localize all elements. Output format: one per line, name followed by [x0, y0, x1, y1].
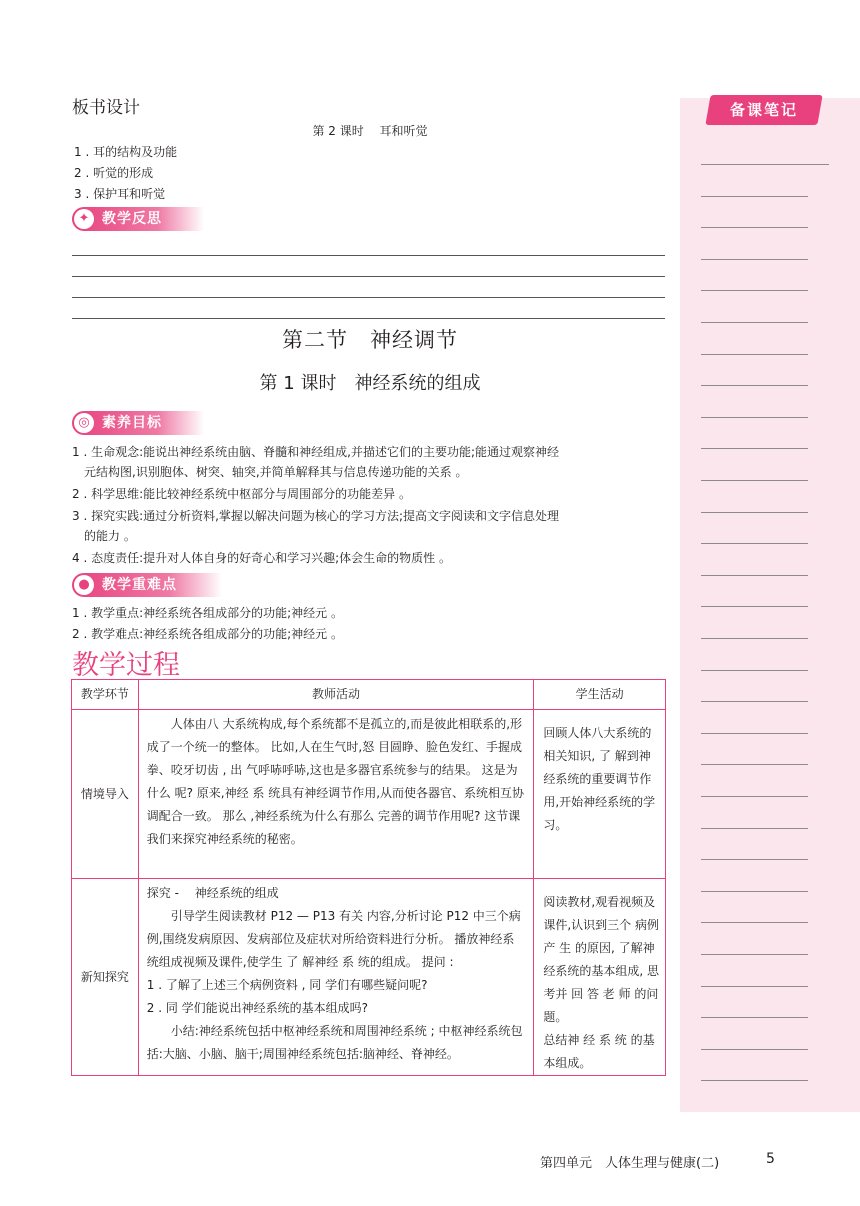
reflection-ribbon — [72, 207, 204, 231]
student-text: 总结神 经 系 统 的基本组成。 — [543, 1033, 655, 1070]
teacher-cell — [138, 710, 534, 879]
note-line — [701, 290, 808, 291]
keypoints-list — [72, 603, 667, 644]
note-line — [701, 764, 808, 765]
page-number: 5 — [766, 1151, 775, 1167]
note-line — [701, 322, 808, 323]
target-icon: ◎ — [74, 413, 94, 433]
table-row — [72, 879, 666, 1076]
board-item: 1 . 耳的结构及功能 — [74, 145, 178, 159]
note-line — [701, 480, 808, 481]
goals-label: 素养目标 — [102, 415, 162, 431]
keypoints-label: 教学重难点 — [102, 577, 177, 593]
keypoint-item: 1 . 教学重点:神经系统各组成部分的功能;神经元 。 — [72, 606, 343, 620]
keypoint-item: 2 . 教学难点:神经系统各组成部分的功能;神经元 。 — [72, 627, 343, 641]
stage-cell: 情境导入 — [72, 710, 139, 879]
board-design-heading: 板书设计 — [72, 98, 140, 118]
note-line — [701, 1049, 808, 1050]
note-line — [701, 954, 808, 955]
header-stage: 教学环节 — [72, 680, 139, 710]
note-line — [701, 638, 808, 639]
teacher-text: 引导学生阅读教材 P12 — P13 有关 内容,分析讨论 P12 中三个病例,围绕发病原因、发病部位及症状对所给资料进行分析。 播放神经系统组成视频及课件,使学生 了 解神经 系 统的组成。 提问 : — [146, 909, 521, 969]
student-text: 阅读教材,观看视频及课件,认识到三个 病例 产 生 的原因, 了解神经系统的基本组成, 思考并 回 答 老 师 的问题。 — [543, 895, 659, 1024]
board-design-subtitle: 第 2 课时 耳和听觉 — [312, 124, 428, 138]
student-cell — [534, 710, 666, 879]
note-line — [701, 448, 808, 449]
notes-badge — [705, 95, 822, 125]
note-line — [701, 733, 808, 734]
note-line — [701, 796, 808, 797]
note-line — [701, 701, 808, 702]
goals-ribbon — [72, 411, 204, 435]
student-cell — [534, 879, 666, 1076]
notes-label: 备课笔记 — [729, 101, 798, 119]
note-line — [701, 606, 808, 607]
note-line — [701, 859, 808, 860]
teacher-cell — [138, 879, 534, 1076]
goal-text: 1 . 生命观念:能说出神经系统由脑、脊髓和神经组成,并描述它们的主要功能;能通过观察神经 — [72, 445, 559, 459]
notes-column — [680, 98, 860, 1112]
note-line — [701, 259, 808, 260]
location-pin-icon: ● — [74, 575, 94, 595]
question-item: 2 . 同 学们能说出神经系统的基本组成吗? — [146, 1001, 369, 1015]
keypoints-ribbon — [72, 573, 222, 597]
student-text: 回顾人体八大系统的相关知识, 了 解到神经系统的重要调节作用,开始神经系统的学习。 — [543, 726, 656, 832]
note-line — [701, 164, 829, 165]
header-student: 学生活动 — [534, 680, 666, 710]
reflection-line — [72, 297, 665, 298]
note-line — [701, 512, 808, 513]
table-row — [72, 710, 666, 879]
process-table — [71, 679, 666, 1076]
table-header-row — [72, 680, 666, 710]
goal-text: 3 . 探究实践:通过分析资料,掌握以解决问题为核心的学习方法;提高文字阅读和文字信息处理 — [72, 509, 559, 523]
note-line — [701, 670, 808, 671]
goal-text-cont: 的能力 。 — [84, 529, 136, 543]
goal-item — [72, 484, 667, 504]
note-line — [701, 417, 808, 418]
footer-unit: 第四单元 人体生理与健康(二) — [540, 1156, 720, 1171]
goal-item — [72, 548, 667, 568]
lightbulb-icon: ✦ — [74, 209, 94, 229]
process-title: 教学过程 — [72, 650, 180, 681]
goal-text-cont: 元结构图,识别胞体、树突、轴突,并简单解释其与信息传递功能的关系 。 — [84, 465, 468, 479]
reflection-line — [72, 276, 665, 277]
board-item: 2 . 听觉的形成 — [74, 166, 154, 180]
note-line — [701, 1017, 808, 1018]
note-line — [701, 227, 808, 228]
teacher-text: 人体由八 大系统构成,每个系统都不是孤立的,而是彼此相联系的,形成了一个统一的整体。 比如,人在生气时,怒 目圆睁、脸色发红、手握成拳、咬牙切齿 , 出 气呼哧呼哧,这也是多器官系统参与的结果。 这是为什么 呢? 原来,神经 系 统具有神经调节作用,从而使各器官、系统相互协调配合一致。 那么 ,神经系统为什么有那么 完善的调节作用呢? 这节课我们来探究神经系统的秘密。 — [146, 717, 525, 846]
goal-item — [72, 506, 667, 546]
stage-cell: 新知探究 — [72, 879, 139, 1076]
goals-list — [72, 442, 667, 568]
summary-text: 小结:神经系统包括中枢神经系统和周围神经系统 ; 中枢神经系统包括:大脑、小脑、脑干;周围神经系统包括:脑神经、脊神经。 — [146, 1024, 523, 1061]
header-teacher: 教师活动 — [138, 680, 534, 710]
reflection-line — [72, 255, 665, 256]
section-title: 第二节 神经调节 — [282, 328, 458, 352]
reflection-line — [72, 318, 665, 319]
note-line — [701, 1080, 808, 1081]
note-line — [701, 575, 808, 576]
note-line — [701, 986, 808, 987]
note-line — [701, 922, 808, 923]
board-item: 3 . 保护耳和听觉 — [74, 187, 166, 201]
lesson-title: 第 1 课时 神经系统的组成 — [259, 373, 481, 394]
inquiry-heading: 探究 - 神经系统的组成 — [146, 886, 279, 900]
question-item: 1 . 了解了上述三个病例资料 , 同 学们有哪些疑问呢? — [146, 978, 428, 992]
note-line — [701, 196, 808, 197]
goal-item — [72, 442, 667, 482]
note-line — [701, 543, 808, 544]
note-line — [701, 828, 808, 829]
note-line — [701, 891, 808, 892]
reflection-label: 教学反思 — [102, 211, 162, 227]
goal-text: 2 . 科学思维:能比较神经系统中枢部分与周围部分的功能差异 。 — [72, 487, 411, 501]
goal-text: 4 . 态度责任:提升对人体自身的好奇心和学习兴趣;体会生命的物质性 。 — [72, 551, 451, 565]
